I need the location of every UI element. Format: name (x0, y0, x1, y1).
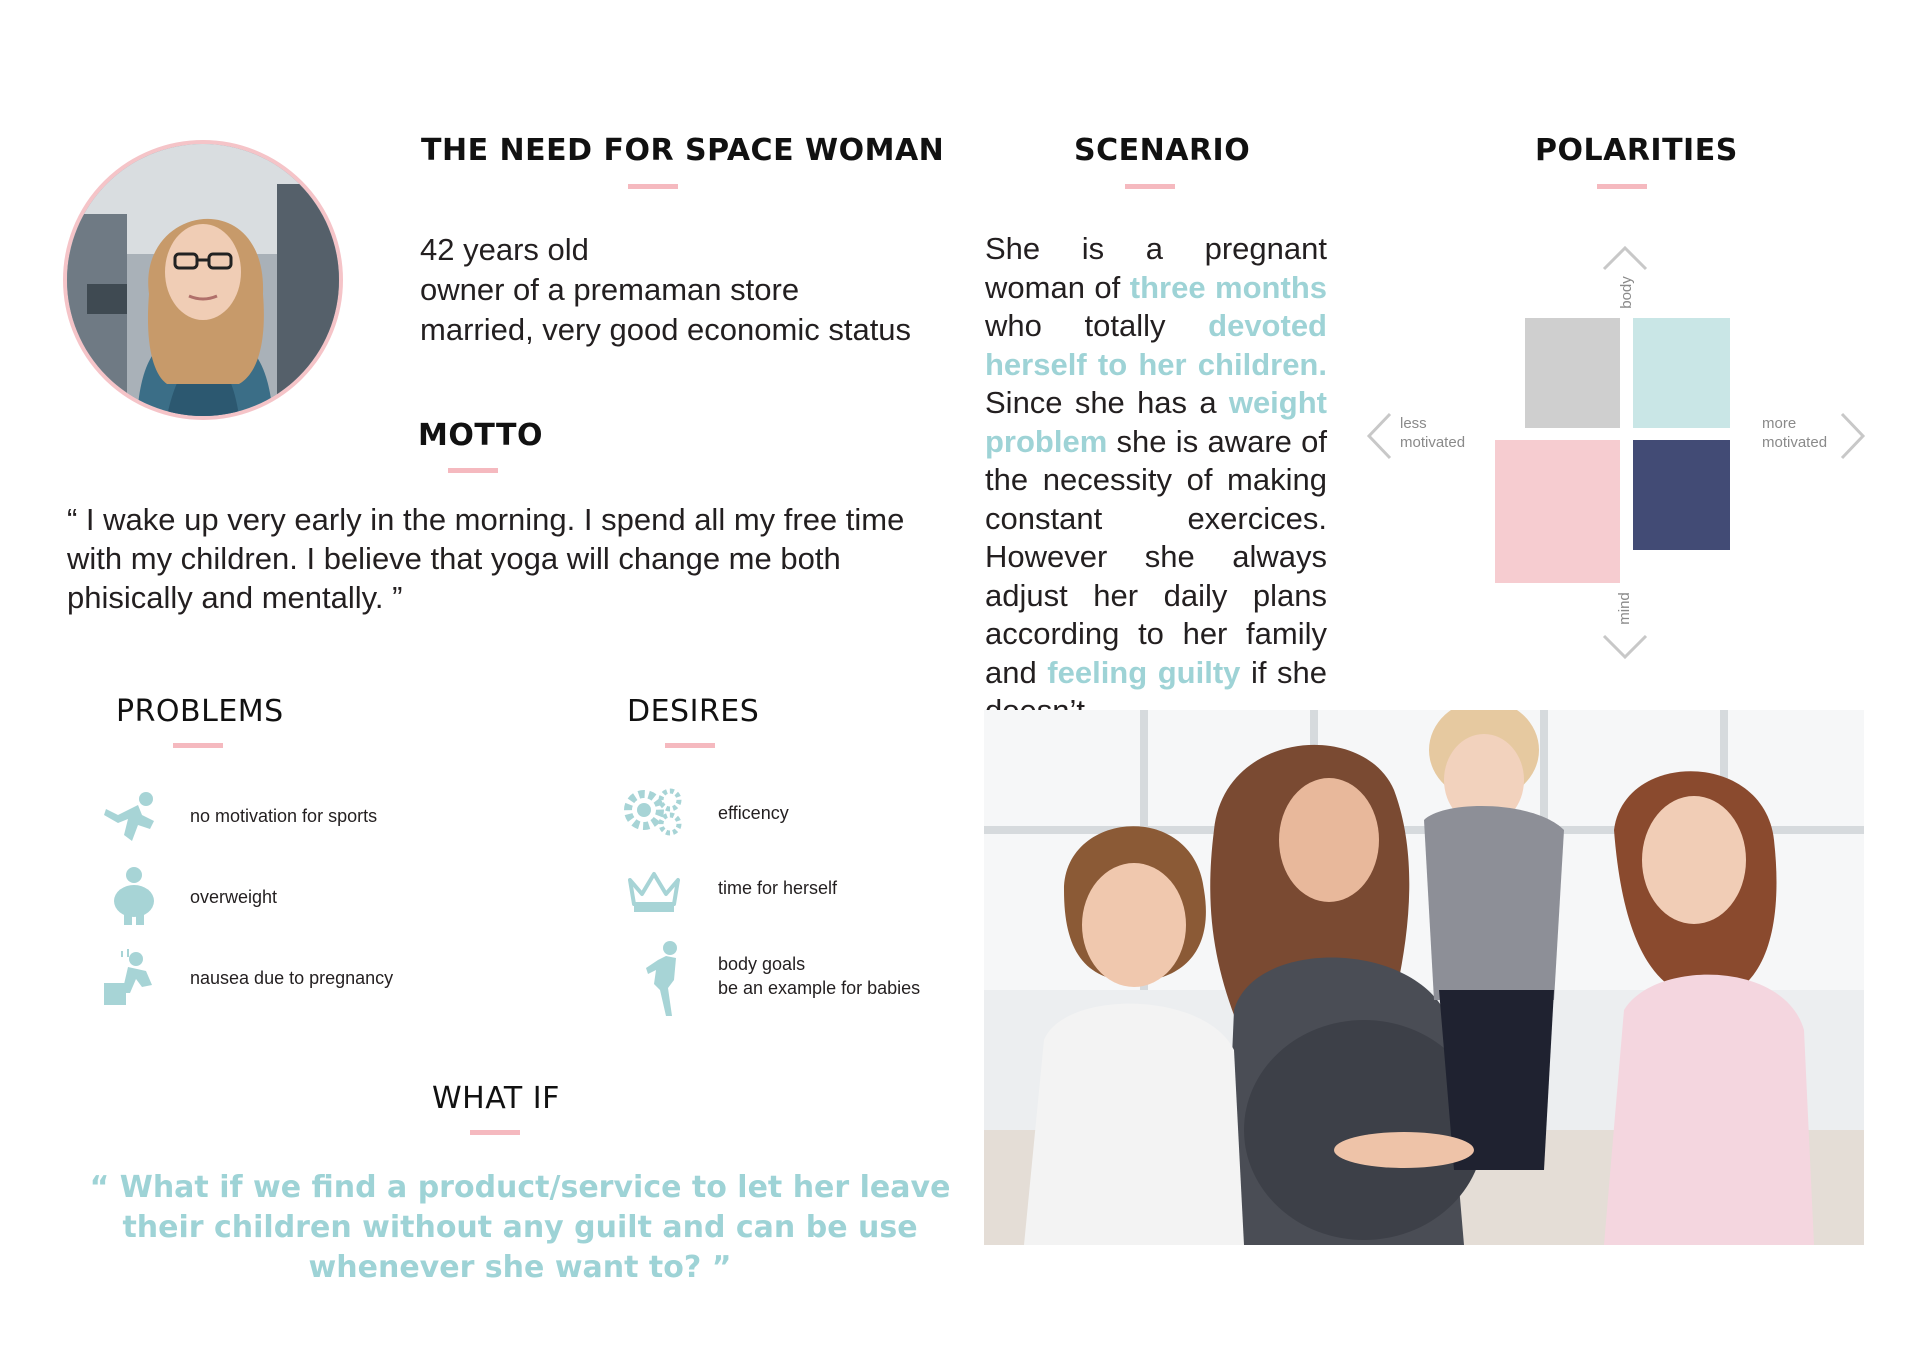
fit-person-icon (632, 940, 696, 1018)
desire-label-secondary: be an example for babies (718, 978, 921, 998)
problem-label: overweight (190, 887, 278, 907)
polarity-right-label: more motivated (1762, 415, 1828, 451)
gears-icon (622, 780, 686, 844)
bio-occupation: owner of a premaman store (420, 272, 800, 307)
scenario-part: who totally (985, 308, 1209, 343)
scenario-highlight-guilty: feeling guilty (1047, 654, 1241, 690)
scenario-part: Since she has a (985, 385, 1229, 420)
bio-status: married, very good economic status (420, 312, 912, 347)
quadrant-bottom-left (1495, 440, 1620, 583)
motto-underline (448, 468, 498, 473)
scenario-part: She is a pregnant woman of (985, 231, 1327, 305)
bio-age: 42 years old (420, 232, 589, 267)
desire-label: efficency (718, 803, 789, 823)
family-photo (984, 710, 1864, 1245)
polarities-underline (1597, 184, 1647, 189)
family-photo-image (984, 710, 1864, 1245)
whatif-quote: “ What if we find a product/service to let her leave their children without any guilt and can be use whenever she want to? ” (89, 1170, 951, 1285)
arrow-right-icon (1838, 410, 1868, 462)
scenario-part: if she (1250, 654, 1327, 690)
quadrant-top-left (1525, 318, 1620, 428)
desires-underline (665, 743, 715, 748)
overweight-person-icon (102, 865, 166, 929)
scenario-underline (1125, 184, 1175, 189)
scenario-highlight-children: devoted herself to her children. (985, 308, 1327, 382)
persona-portrait-image (67, 144, 339, 416)
problem-label: no motivation for sports (190, 806, 378, 826)
arrow-down-icon (1600, 632, 1650, 662)
persona-bio (420, 230, 911, 350)
scenario-heading: SCENARIO (1074, 133, 1251, 168)
falling-person-icon (98, 785, 162, 849)
desires-heading: DESIRES (627, 694, 760, 729)
polarities-heading: POLARITIES (1535, 133, 1738, 168)
nausea-person-icon (98, 945, 162, 1009)
polarity-top-label: body (1617, 276, 1635, 309)
problem-label: nausea due to pregnancy (190, 968, 394, 988)
whatif-heading: WHAT IF (432, 1081, 560, 1116)
problems-underline (173, 743, 223, 748)
motto-heading: MOTTO (418, 418, 543, 453)
motto-quote: “ I wake up very early in the morning. I spend all my free time with my children. I believe that yoga will change me both phisically and mentally. ” (67, 502, 905, 615)
scenario-highlight-weight: weight problem (985, 385, 1327, 459)
persona-avatar (63, 140, 343, 420)
polarity-left-label: less motivated (1400, 415, 1466, 451)
desire-label: time for herself (718, 878, 838, 898)
polarity-bottom-label: mind (1615, 592, 1633, 625)
persona-title: THE NEED FOR SPACE WOMAN (421, 133, 945, 168)
arrow-up-icon (1600, 243, 1650, 273)
whatif-underline (470, 1130, 520, 1135)
scenario-highlight-months: three months (1129, 269, 1327, 305)
quadrant-top-right (1633, 318, 1730, 428)
desire-label: body goals (718, 954, 806, 974)
arrow-left-icon (1364, 410, 1394, 462)
crown-icon (622, 858, 686, 922)
scenario-text (985, 230, 1327, 731)
problems-heading: PROBLEMS (116, 694, 284, 729)
quadrant-bottom-right (1633, 440, 1730, 550)
persona-title-underline (628, 184, 678, 189)
scenario-part: she is aware of the necessity of making constant exercices. However she always adjust her daily plans according to her family and (985, 423, 1327, 690)
